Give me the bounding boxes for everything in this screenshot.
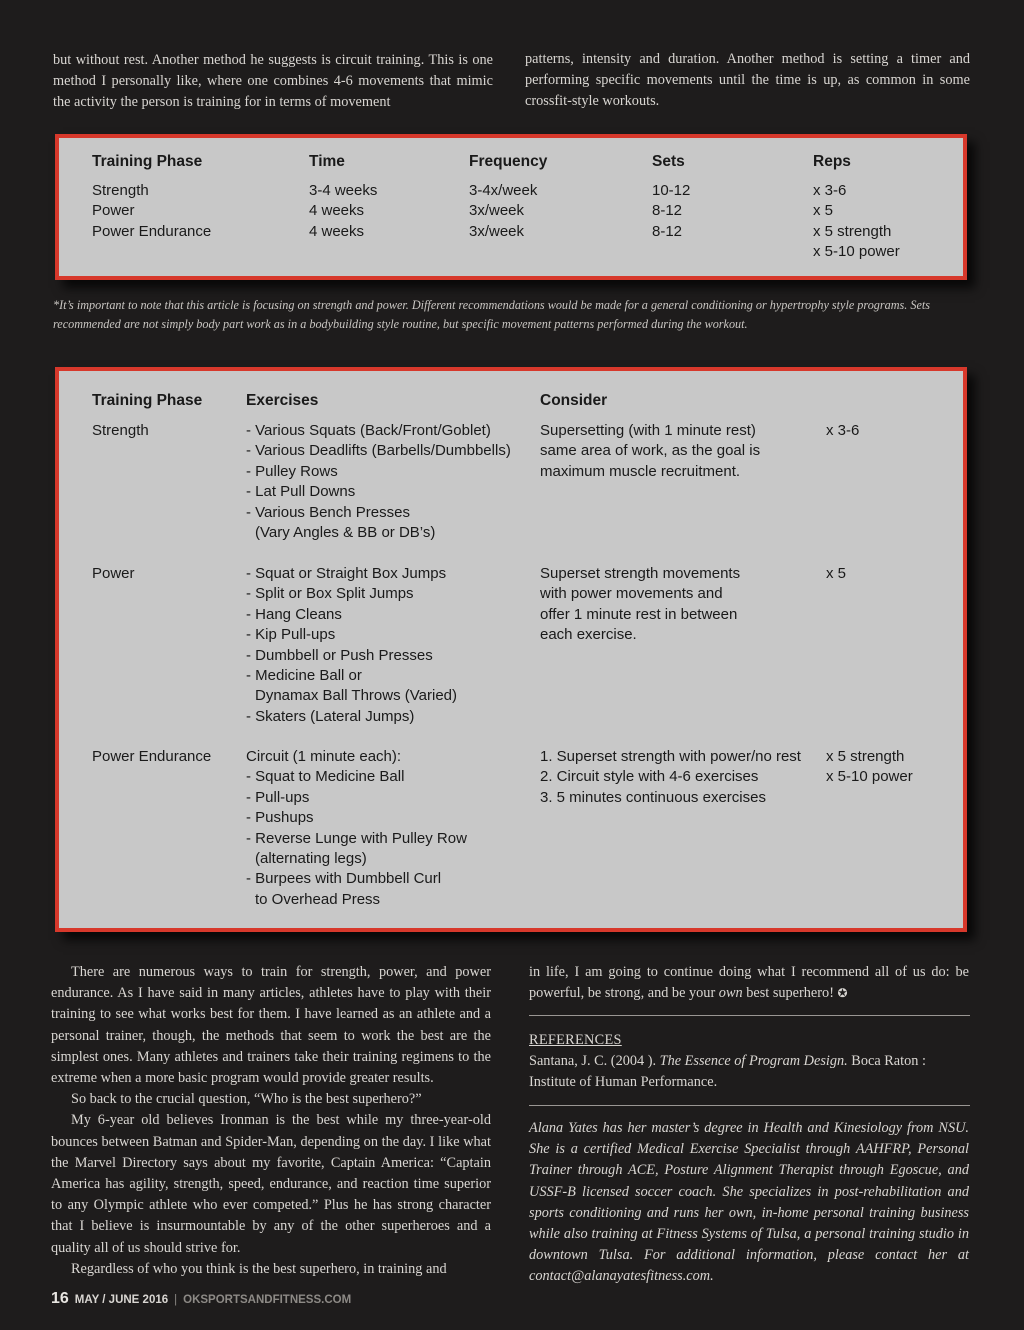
issue-date: MAY / JUNE 2016: [74, 1294, 169, 1306]
exercises-power: [246, 564, 457, 727]
header-training-phase: Training Phase: [92, 153, 203, 170]
time-cell: 4 weeks: [309, 202, 365, 220]
top-right-column: [525, 49, 970, 113]
exercise-item: - Various Deadlifts (Barbells/Dumbbells): [246, 442, 511, 460]
reps-power-endurance: [826, 747, 913, 788]
sets-cell: 10-12: [652, 182, 691, 199]
body-paragraph: There are numerous ways to train for strength, power, and power endurance. As I have said in many articles, athletes have to play with their training to see what works best for them. I have learned as an athlete and a personal trainer, though, the methods that seem to work the best are the simplest ones. Many athletes and trainers take their training regimens to the extreme when a more basic program would provide greater results.: [51, 964, 491, 1087]
consider-line: Superset strength movements: [540, 565, 741, 582]
exercise-item: - Skaters (Lateral Jumps): [246, 707, 415, 725]
phase-cell: Power: [92, 202, 135, 220]
phase-column: [92, 181, 211, 242]
exercise-item: - Medicine Ball or: [246, 667, 362, 685]
frequency-cell: 3x/week: [469, 222, 525, 240]
phase-power-endurance: Power Endurance: [92, 748, 212, 765]
reps-column: [813, 181, 900, 263]
header-sets: Sets: [652, 153, 685, 170]
sets-cell: 8-12: [652, 222, 683, 240]
exercise-item: - Dumbbell or Push Presses: [246, 646, 433, 664]
reference-entry: [529, 1051, 969, 1093]
closing-paragraph: [529, 962, 969, 1004]
references-heading: REFERENCES: [529, 1032, 622, 1048]
header-time: Time: [309, 153, 345, 170]
exercise-item: - Split or Box Split Jumps: [246, 585, 414, 603]
exercise-item: - Pull-ups: [246, 788, 310, 806]
consider-line: with power movements and: [540, 585, 723, 603]
closing-text: in life, I am going to continue doing what I recommend all of us do: be powerful, be strong, and be your: [529, 964, 969, 1002]
page-folio: [51, 1290, 351, 1310]
consider-line: 3. 5 minutes continuous exercises: [540, 788, 766, 806]
exercise-item: - Hang Cleans: [246, 605, 342, 623]
body-paragraph: Regardless of who you think is the best superhero, in training and: [71, 1260, 447, 1277]
time-cell: 4 weeks: [309, 222, 365, 240]
folio-separator: |: [174, 1294, 178, 1306]
closing-emphasis: own: [718, 985, 743, 1002]
exercise-item: - Pulley Rows: [246, 462, 338, 480]
time-cell: 3-4 weeks: [309, 182, 378, 199]
reference-publisher: Boca Raton : Institute of Human Performance.: [529, 1053, 926, 1091]
exercise-item: - Kip Pull-ups: [246, 626, 336, 644]
exercise-item: - Lat Pull Downs: [246, 483, 356, 501]
divider: [529, 1015, 970, 1016]
reference-author: Santana, J. C. (2004 ).: [529, 1053, 660, 1070]
header-exercises: Exercises: [246, 392, 319, 409]
exercise-item: - Burpees with Dumbbell Curl: [246, 870, 442, 888]
reps-power: [826, 564, 846, 584]
exercises-strength: [246, 421, 511, 543]
body-paragraph: My 6-year old believes Ironman is the best while my three-year-old bounces between Batman and Spider-Man, depending on the day. I like what the Marvel Directory says about my favorite, Captain America: “Captain America has agility, strength, speed, endurance, and reaction time superior to any Olympic athlete who ever competed.” Plus he has strong character that I believe is insurmountable by any of the other superheroes and a quality all of us should strive for.: [51, 1112, 491, 1256]
reps-cell: x 5 strength: [813, 222, 892, 240]
author-bio: Alana Yates has her master’s degree in Health and Kinesiology from NSU. She is a certified Medical Exercise Specialist through AAHFRP, Personal Trainer through ACE, Posture Alignment Therapist through Egoscue, and USSF-B licensed soccer coach. She specializes in post-rehabilitation and sports conditioning and runs her own, in-home personal training business while also training at Fitness Systems of Tulsa, a personal training studio in downtown Tulsa. For additional information, please contact her at contact@alanayatesfitness.com.: [529, 1120, 969, 1285]
header-frequency: Frequency: [469, 153, 548, 170]
body-paragraph: So back to the crucial question, “Who is the best superhero?”: [71, 1091, 422, 1108]
training-schedule-table: [55, 134, 967, 280]
phase-power: Power: [92, 565, 135, 582]
page-number: 16: [51, 1290, 69, 1307]
bottom-right-column: [529, 962, 969, 1004]
sets-cell: 8-12: [652, 202, 683, 220]
frequency-cell: 3-4x/week: [469, 182, 538, 199]
exercise-item: Circuit (1 minute each):: [246, 748, 402, 765]
reps-line: x 5 strength: [826, 748, 905, 765]
exercises-power-endurance: [246, 747, 467, 910]
exercise-program-table: [55, 367, 967, 932]
consider-line: 1. Superset strength with power/no rest: [540, 748, 801, 765]
consider-line: maximum muscle recruitment.: [540, 462, 741, 480]
divider: [529, 1105, 970, 1106]
end-mark-icon: ✪: [837, 986, 848, 1001]
time-column: [309, 181, 377, 242]
consider-line: 2. Circuit style with 4-6 exercises: [540, 768, 759, 786]
exercise-item: Dynamax Ball Throws (Varied): [255, 687, 458, 705]
exercise-item: - Squat or Straight Box Jumps: [246, 565, 447, 582]
consider-line: offer 1 minute rest in between: [540, 605, 738, 623]
exercise-item: to Overhead Press: [255, 890, 381, 908]
consider-power: [540, 564, 740, 646]
bottom-left-column: [51, 962, 491, 1280]
reps-line: x 5-10 power: [826, 768, 913, 786]
exercise-item: - Pushups: [246, 809, 314, 827]
references-section: [529, 1030, 969, 1094]
reference-title: The Essence of Program Design.: [659, 1053, 848, 1070]
reps-cell: x 5: [813, 202, 834, 220]
top-left-column: [53, 50, 493, 114]
exercise-item: (Vary Angles & BB or DB’s): [255, 524, 436, 542]
top-right-text: patterns, intensity and duration. Another method is setting a timer and performing specific movements until the time is up, as common in some crossfit-style workouts.: [525, 51, 970, 110]
consider-line: same area of work, as the goal is: [540, 442, 761, 460]
reps-strength: [826, 421, 859, 441]
consider-power-endurance: [540, 747, 801, 808]
exercise-item: (alternating legs): [255, 850, 367, 868]
reps-cell: x 3-6: [813, 182, 847, 199]
phase-cell: Power Endurance: [92, 222, 212, 240]
header-reps: Reps: [813, 153, 851, 170]
header-training-phase: Training Phase: [92, 392, 203, 409]
exercise-item: - Various Bench Presses: [246, 503, 410, 521]
exercise-item: - Squat to Medicine Ball: [246, 768, 405, 786]
reps-cell: x 5-10 power: [813, 243, 900, 261]
top-left-text: but without rest. Another method he suggests is circuit training. This is one method I personally like, where one combines 4-6 movements that mimic the activity the person is training for in terms of movement: [53, 52, 493, 111]
exercise-item: - Various Squats (Back/Front/Goblet): [246, 422, 491, 439]
reps-line: x 5: [826, 565, 847, 582]
closing-text-end: best superhero!: [742, 985, 834, 1002]
sets-column: [652, 181, 690, 242]
table-footnote: *It’s important to note that this article is focusing on strength and power. Different recommendations would be made for a general conditioning or hypertrophy style programs. Sets recommended are not simply body part work as in a bodybuilding style routine, but specific movement patterns performed during the workout.: [53, 298, 930, 331]
phase-strength: Strength: [92, 422, 149, 439]
consider-line: each exercise.: [540, 626, 637, 644]
reps-line: x 3-6: [826, 422, 860, 439]
frequency-cell: 3x/week: [469, 202, 525, 220]
header-consider: Consider: [540, 392, 608, 409]
site-url: OKSPORTSANDFITNESS.COM: [183, 1294, 352, 1306]
consider-line: Supersetting (with 1 minute rest): [540, 422, 756, 439]
exercise-item: - Reverse Lunge with Pulley Row: [246, 829, 467, 847]
phase-cell: Strength: [92, 182, 149, 199]
consider-strength: [540, 421, 760, 482]
frequency-column: [469, 181, 537, 242]
